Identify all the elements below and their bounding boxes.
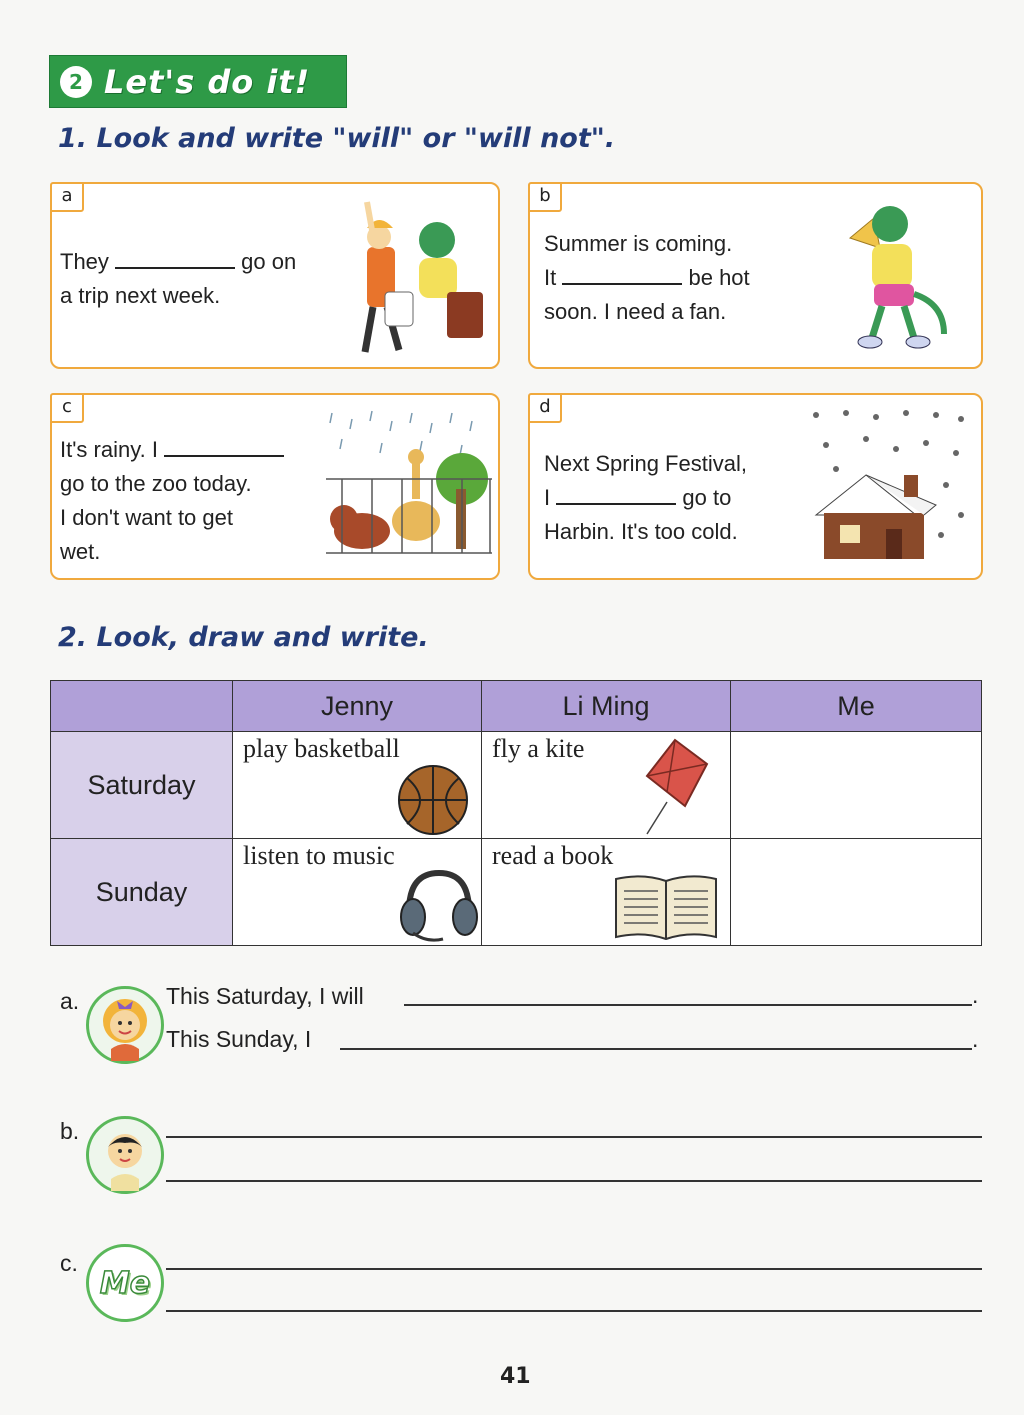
cell-me-saturday[interactable] [731, 732, 982, 839]
answer-a-line2-prompt: This Sunday, I [166, 1026, 312, 1052]
snowy-house-illustration [796, 405, 976, 570]
table-header-li-ming: Li Ming [482, 681, 731, 732]
page-number: 41 [500, 1364, 531, 1389]
me-avatar-text: Me [99, 1265, 151, 1301]
answer-b-label: b. [60, 1118, 80, 1144]
card-d-text: Next Spring Festival, I go to Harbin. It's too cold. [544, 451, 747, 544]
exercise1-title: 1. Look and write "will" or "will not". [58, 123, 616, 154]
basketball-icon [393, 764, 473, 836]
answer-b-line2[interactable] [166, 1180, 982, 1182]
kite-icon [627, 736, 717, 836]
cell-me-sunday[interactable] [731, 839, 982, 946]
answer-a-label: a. [60, 988, 80, 1014]
day-saturday: Saturday [51, 732, 233, 839]
answer-blank[interactable] [164, 435, 284, 457]
answer-b-line1[interactable] [166, 1136, 982, 1138]
answer-a-line2-end: . [972, 1026, 979, 1052]
section-banner [49, 55, 347, 108]
answer-blank[interactable] [562, 263, 682, 285]
answer-c-label: c. [60, 1250, 78, 1276]
day-sunday: Sunday [51, 839, 233, 946]
card-letter: d [528, 393, 562, 423]
answer-a-line2[interactable] [340, 1048, 972, 1050]
li-ming-avatar [86, 1116, 164, 1194]
li-ming-face-icon [89, 1119, 161, 1191]
cell-li-ming-sunday: read a book [482, 839, 731, 946]
cell-jenny-sunday: listen to music [233, 839, 482, 946]
card-letter: c [50, 393, 84, 423]
cell-jenny-saturday: play basketball [233, 732, 482, 839]
exercise2-title: 2. Look, draw and write. [58, 622, 429, 653]
answer-c-line2[interactable] [166, 1310, 982, 1312]
jenny-face-icon [89, 989, 161, 1061]
card-d [528, 393, 983, 580]
card-letter: b [528, 182, 562, 212]
table-header-me: Me [731, 681, 982, 732]
table-header-empty [51, 681, 233, 732]
section-number: 2 [60, 66, 92, 98]
headphones-icon [397, 867, 479, 945]
answer-a-line1-prompt: This Saturday, I will [166, 983, 364, 1009]
cell-li-ming-saturday: fly a kite [482, 732, 731, 839]
card-letter: a [50, 182, 84, 212]
table-row [51, 839, 982, 946]
card-c-text: It's rainy. I go to the zoo today. I don't want to get wet. [60, 433, 284, 569]
jenny-avatar [86, 986, 164, 1064]
card-a-text: They go on a trip next week. [60, 249, 297, 308]
travelers-illustration [337, 192, 487, 362]
card-a [50, 182, 500, 369]
activity-table [50, 680, 982, 946]
answer-a-line1-end: . [972, 982, 979, 1008]
answer-blank[interactable] [115, 247, 235, 269]
answer-c-line1[interactable] [166, 1268, 982, 1270]
rainy-zoo-illustration [322, 409, 494, 559]
dinosaur-fan-illustration [830, 198, 960, 358]
book-icon [612, 873, 720, 943]
me-avatar [86, 1244, 164, 1322]
section-title: Let's do it! [104, 62, 311, 101]
card-b [528, 182, 983, 369]
table-row [51, 732, 982, 839]
table-header-jenny: Jenny [233, 681, 482, 732]
card-c [50, 393, 500, 580]
answer-a-line1[interactable] [404, 1004, 972, 1006]
answer-blank[interactable] [556, 483, 676, 505]
card-b-text: Summer is coming. It be hot soon. I need a fan. [544, 231, 750, 324]
